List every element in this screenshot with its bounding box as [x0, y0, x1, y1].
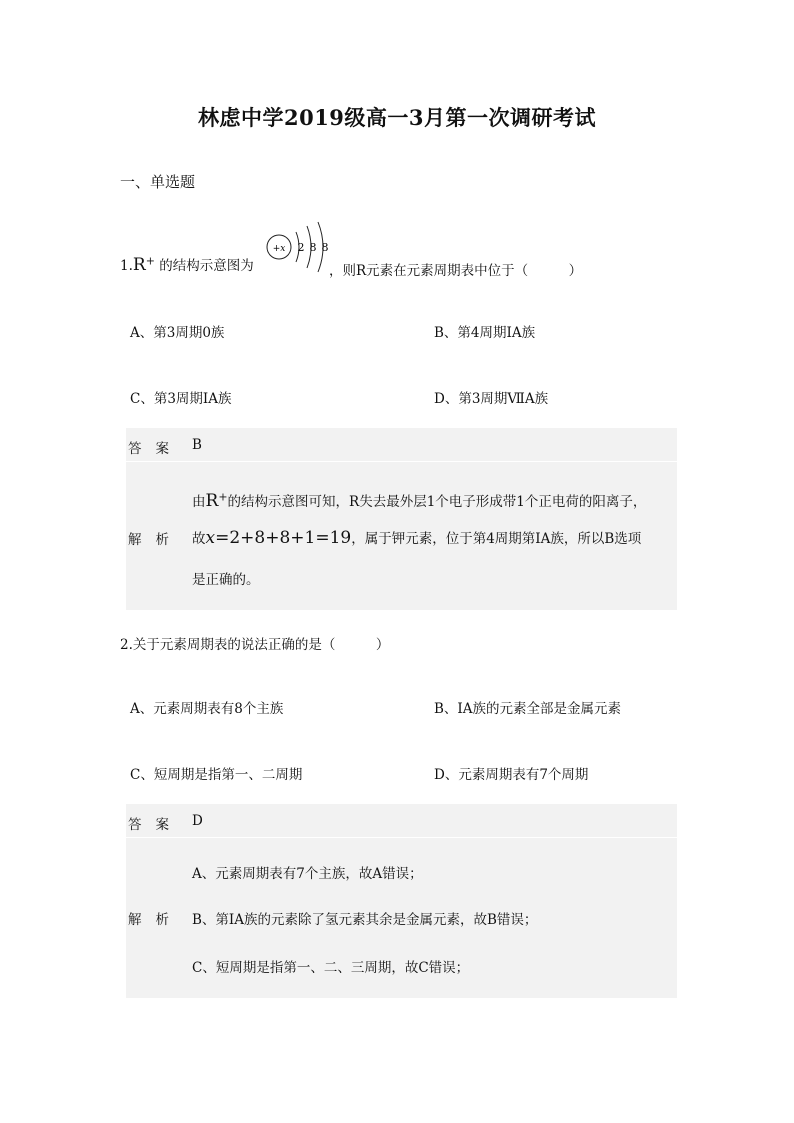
analysis-line-3: 是正确的。: [192, 572, 260, 588]
answer-label: 答案: [128, 441, 183, 457]
math-variable-x: x: [205, 528, 216, 548]
analysis-line-2: 故x=2+8+8+1=19，属于钾元素，位于第4周期第ⅠA族，所以B选项: [192, 528, 642, 548]
q2-option-a[interactable]: A、元素周期表有8个主族: [130, 701, 284, 717]
shell-electrons-2: 8: [309, 241, 317, 254]
answer-value: B: [192, 437, 202, 453]
answer-panel-q1: [126, 428, 677, 610]
question-stem-part-b: ，则R元素在元素周期表中位于（ ）: [329, 263, 583, 279]
answer-value: D: [192, 813, 203, 829]
question-number: 1.: [120, 258, 133, 274]
nucleus-label: +x: [272, 244, 286, 254]
analysis-r-charge: +: [218, 490, 228, 504]
analysis-line-1: A、元素周期表有7个主族，故A错误；: [192, 866, 423, 882]
analysis-line-2: B、第ⅠA族的元素除了氢元素其余是金属元素，故B错误；: [192, 912, 538, 928]
exam-title: 林虑中学2019级高一3月第一次调研考试: [197, 105, 597, 130]
option-c[interactable]: C、第3周期ⅠA族: [130, 391, 232, 407]
r-symbol: R: [132, 255, 146, 275]
answer-row: [126, 428, 677, 462]
r-charge: +: [145, 254, 155, 268]
answer-panel-q2: [126, 804, 677, 998]
analysis-line-3: C、短周期是指第一、二、三周期，故C错误；: [192, 960, 470, 976]
analysis-line-1: 由R+的结构示意图可知，R失去最外层1个电子形成带1个正电荷的阳离子，: [192, 490, 647, 511]
q2-option-d[interactable]: D、元素周期表有7个周期: [434, 767, 589, 783]
analysis-r-symbol: R: [205, 491, 219, 511]
analysis-label: 解析: [128, 912, 183, 928]
q2-option-c[interactable]: C、短周期是指第一、二周期: [130, 767, 303, 783]
answer-row: [126, 804, 677, 838]
question-stem-part-a: 的结构示意图为: [159, 258, 254, 274]
q2-option-b[interactable]: B、ⅠA族的元素全部是金属元素: [434, 701, 622, 717]
option-a[interactable]: A、第3周期0族: [130, 325, 225, 341]
question-1-stem: [120, 254, 254, 275]
option-b[interactable]: B、第4周期ⅠA族: [434, 325, 536, 341]
analysis-label: 解析: [128, 532, 183, 548]
shell-electrons-1: 2: [297, 241, 305, 254]
question-2-stem: 2.关于元素周期表的说法正确的是（ ）: [120, 637, 390, 653]
section-heading: 一、单选题: [120, 173, 196, 191]
shell-electrons-3: 8: [321, 241, 329, 254]
answer-label: 答案: [128, 817, 183, 833]
math-equation: =2+8+8+1=19: [215, 528, 352, 548]
option-d[interactable]: D、第3周期ⅦA族: [434, 391, 549, 407]
atom-structure-diagram: [264, 220, 334, 276]
